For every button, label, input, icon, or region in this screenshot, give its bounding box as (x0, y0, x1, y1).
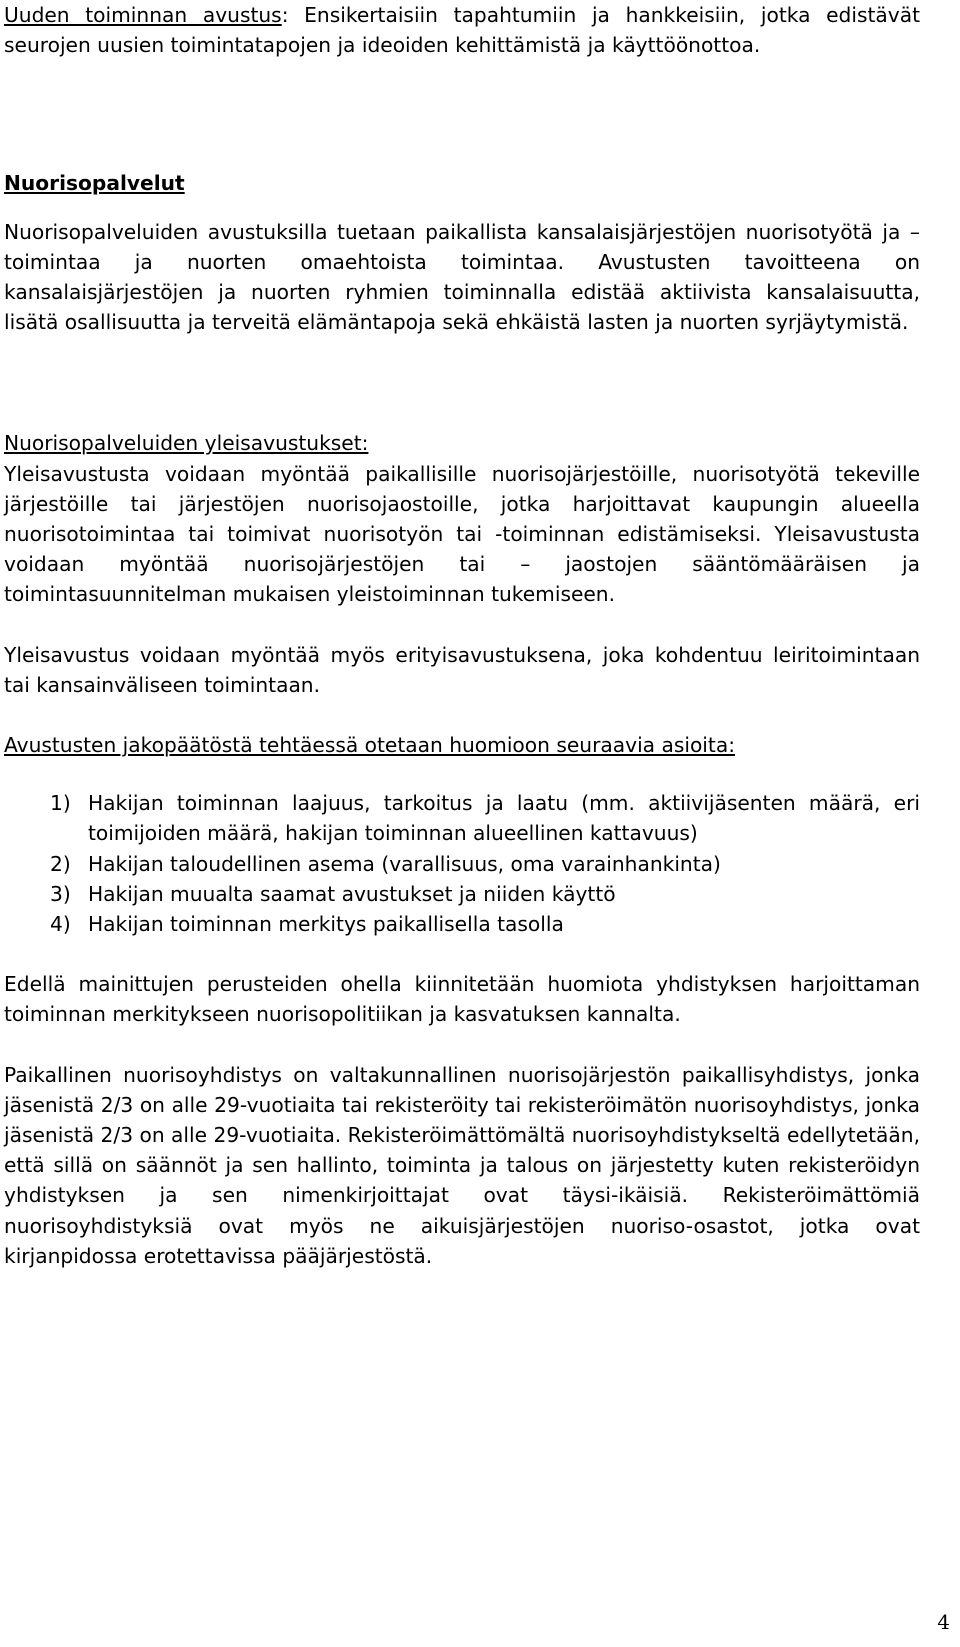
list-item-text: Hakijan muualta saamat avustukset ja niiden käyttö (88, 881, 616, 906)
list-item (4, 849, 920, 879)
list-item-number: 1) (50, 791, 71, 816)
general-label: Nuorisopalveluiden yleisavustukset: (4, 431, 369, 456)
intro-text: : Ensikertaisiin tapahtumiin ja hankkeisiin, jotka edistävät seurojen uusien toimintatapojen ja ideoiden kehittämistä ja käyttöönottoa. (4, 3, 920, 58)
general-text: Yleisavustusta voidaan myöntää paikallisille nuorisojärjestöille, nuorisotyötä tekeville järjestöille tai järjestöjen nuorisojaostoille, jotka harjoittavat kaupungin alueella nuorisotoimintaa tai toimivat nuorisotyön tai -toiminnan edistämiseksi. Yleisavustusta voidaan myöntää nuorisojärjestöjen tai – jaostojen sääntömääräisen ja toimintasuunnitelman mukaisen yleistoiminnan tukemiseen. (4, 461, 920, 607)
list-item (4, 788, 920, 848)
list-item (4, 909, 920, 939)
criteria-list (4, 788, 920, 939)
definition-paragraph: Paikallinen nuorisoyhdistys on valtakunnallinen nuorisojärjestön paikallisyhdistys, jonka jäsenistä 2/3 on alle 29-vuotiaita tai rekisteröity tai rekisteröimätön nuorisoyhdistys, jonka jäsenistä 2/3 on alle 29-vuotiaita. Rekisteröimättömältä nuorisoyhdistykseltä edellytetään, että sillä on säännöt ja sen hallinto, toiminta ja talous on järjestetty kuten rekisteröidyn yhdistyksen ja sen nimenkirjoittajat ovat täysi-ikäisiä. Rekisteröimättömiä nuorisoyhdistyksiä ovat myös ne aikuisjärjestöjen nuoriso-osastot, jotka ovat kirjanpidossa erotettavissa pääjärjestöstä. (4, 1062, 920, 1268)
list-item-number: 3) (50, 881, 71, 906)
document-page (4, 0, 920, 1271)
general-paragraph (4, 428, 920, 609)
list-item-text: Hakijan toiminnan laajuus, tarkoitus ja laatu (mm. aktiivijäsenten määrä, eri toimijoiden määrä, hakijan toiminnan alueellinen kattavuus) (88, 791, 920, 846)
list-item-text: Hakijan toiminnan merkitys paikallisella tasolla (88, 912, 564, 937)
criteria-label: Avustusten jakopäätöstä tehtäessä otetaan huomioon seuraavia asioita: (4, 733, 736, 758)
list-item-text: Hakijan taloudellinen asema (varallisuus, oma varainhankinta) (88, 851, 721, 876)
special-paragraph: Yleisavustus voidaan myöntää myös erityisavustuksena, joka kohdentuu leiritoimintaan tai kansainväliseen toimintaan. (4, 642, 920, 697)
intro-label: Uuden toiminnan avustus (4, 3, 282, 27)
section-paragraph: Nuorisopalveluiden avustuksilla tuetaan paikallista kansalaisjärjestöjen nuorisotyötä ja – toimintaa ja nuorten omaehtoista toimintaa. Avustusten tavoitteena on kansalaisjärjestöjen ja nuorten ryhmien toiminnalla edistää aktiivista kansalaisuutta, lisätä osallisuutta ja terveitä elämäntapoja sekä ehkäistä lasten ja nuorten syrjäytymistä. (4, 219, 920, 335)
intro-paragraph (4, 0, 920, 60)
significance-paragraph: Edellä mainittujen perusteiden ohella kiinnitetään huomiota yhdistyksen harjoittaman toiminnan merkitykseen nuorisopolitiikan ja kasvatuksen kannalta. (4, 972, 920, 1027)
page-number: 4 (937, 1610, 950, 1634)
section-heading: Nuorisopalvelut (4, 171, 185, 196)
list-item (4, 879, 920, 909)
list-item-number: 4) (50, 912, 71, 937)
list-item-number: 2) (50, 851, 71, 876)
